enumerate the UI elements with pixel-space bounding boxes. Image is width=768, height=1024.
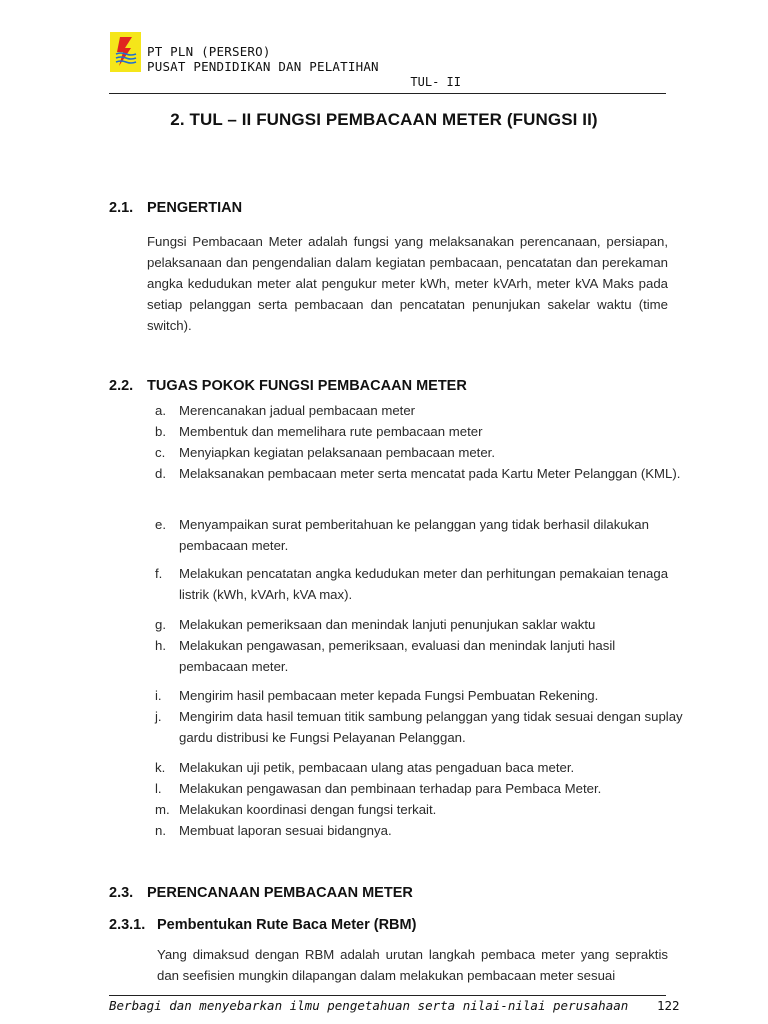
list-marker: k. bbox=[155, 760, 166, 775]
list-marker: e. bbox=[155, 517, 166, 532]
section-number: 2.3.1. bbox=[109, 917, 146, 933]
list-marker: a. bbox=[155, 403, 166, 418]
list-item bbox=[147, 400, 687, 421]
definition-paragraph: Fungsi Pembacaan Meter adalah fungsi yang melaksanakan perencanaan, persiapan, pelaksanaan dan pengendalian dalam kegiatan pembacaan, pencatatan dan perekaman angka kedudukan meter alat pengukur meter kWh, meter kVArh, meter kVA Maks pada setiap pelanggan serta pembacaan dan pencatatan penunjukan sakelar waktu (time switch). bbox=[147, 234, 668, 333]
list-item-text: Membentuk dan memelihara rute pembacaan meter bbox=[179, 424, 483, 439]
section-heading-2-2 bbox=[109, 378, 467, 394]
list-item-text: Melaksanakan pembacaan meter serta mencatat pada Kartu Meter Pelanggan (KML). bbox=[179, 466, 681, 481]
list-item-text: Melakukan pengawasan dan pembinaan terhadap para Pembaca Meter. bbox=[179, 781, 602, 796]
list-item bbox=[147, 463, 687, 484]
list-item-text: Melakukan pengawasan, pemeriksaan, evaluasi dan menindak lanjuti hasil pembacaan meter. bbox=[179, 638, 616, 674]
section-title: Pembentukan Rute Baca Meter (RBM) bbox=[157, 917, 417, 933]
list-item bbox=[147, 685, 687, 706]
module-code: TUL- II bbox=[410, 75, 461, 89]
organization-name bbox=[147, 45, 379, 74]
list-item bbox=[147, 799, 687, 820]
list-item-text: Merencanakan jadual pembacaan meter bbox=[179, 403, 416, 418]
list-marker: b. bbox=[155, 424, 166, 439]
list-item bbox=[147, 706, 687, 748]
section-title: PERENCANAAN PEMBACAAN METER bbox=[147, 885, 413, 901]
page-number: 122 bbox=[657, 998, 680, 1013]
org-line-1: PT PLN (PERSERO) bbox=[147, 44, 271, 59]
footer-divider bbox=[109, 995, 666, 996]
list-item-text: Melakukan uji petik, pembacaan ulang atas pengaduan baca meter. bbox=[179, 760, 575, 775]
list-item bbox=[147, 757, 687, 778]
list-item bbox=[147, 563, 687, 605]
list-item bbox=[147, 778, 687, 799]
section-title: PENGERTIAN bbox=[147, 200, 243, 216]
header-divider bbox=[109, 93, 666, 94]
list-item bbox=[147, 442, 687, 463]
section-heading-2-3-1 bbox=[109, 917, 416, 933]
list-item bbox=[147, 820, 687, 841]
list-item-text: Melakukan pemeriksaan dan menindak lanjuti penunjukan saklar waktu bbox=[179, 617, 596, 632]
list-marker: g. bbox=[155, 617, 166, 632]
pln-lightning-logo-icon bbox=[110, 32, 141, 72]
document-title: 2. TUL – II FUNGSI PEMBACAAN METER (FUNGSI II) bbox=[170, 110, 598, 129]
list-marker: l. bbox=[155, 781, 162, 796]
rbm-paragraph: Yang dimaksud dengan RBM adalah urutan langkah pembaca meter yang sepraktis dan seefisien mungkin dilapangan dalam melakukan pembacaan meter sesuai bbox=[157, 947, 668, 983]
section-number: 2.1. bbox=[109, 200, 134, 216]
list-item bbox=[147, 614, 687, 635]
section-number: 2.2. bbox=[109, 378, 134, 394]
list-item bbox=[147, 514, 687, 556]
org-line-2: PUSAT PENDIDIKAN DAN PELATIHAN bbox=[147, 58, 379, 74]
list-marker: j. bbox=[155, 709, 162, 724]
list-item-text: Menyiapkan kegiatan pelaksanaan pembacaan meter. bbox=[179, 445, 495, 460]
list-marker: f. bbox=[155, 566, 163, 581]
list-item-text: Membuat laporan sesuai bidangnya. bbox=[179, 823, 392, 838]
section-heading-2-3 bbox=[109, 885, 413, 901]
list-marker: i. bbox=[155, 688, 162, 703]
list-item-text: Mengirim data hasil temuan titik sambung pelanggan yang tidak sesuai dengan suplay gardu distribusi ke Fungsi Pelayanan Pelanggan. bbox=[179, 709, 683, 745]
footer-slogan: Berbagi dan menyebarkan ilmu pengetahuan serta nilai-nilai perusahaan bbox=[109, 998, 629, 1013]
list-marker: n. bbox=[155, 823, 166, 838]
list-item-text: Menyampaikan surat pemberitahuan ke pelanggan yang tidak berhasil dilakukan pembacaan meter. bbox=[179, 517, 649, 553]
list-marker: d. bbox=[155, 466, 166, 481]
list-item bbox=[147, 635, 687, 677]
list-item-text: Melakukan koordinasi dengan fungsi terkait. bbox=[179, 802, 437, 817]
list-item bbox=[147, 421, 687, 442]
section-title: TUGAS POKOK FUNGSI PEMBACAAN METER bbox=[147, 378, 467, 394]
list-marker: m. bbox=[155, 802, 170, 817]
section-heading-2-1 bbox=[109, 200, 242, 216]
list-marker: h. bbox=[155, 638, 166, 653]
list-item-text: Melakukan pencatatan angka kedudukan meter dan perhitungan pemakaian tenaga listrik (kWh, kVArh, kVA max). bbox=[179, 566, 669, 602]
list-item-text: Mengirim hasil pembacaan meter kepada Fungsi Pembuatan Rekening. bbox=[179, 688, 599, 703]
section-number: 2.3. bbox=[109, 885, 134, 901]
list-marker: c. bbox=[155, 445, 166, 460]
pln-logo-mark bbox=[110, 32, 141, 72]
